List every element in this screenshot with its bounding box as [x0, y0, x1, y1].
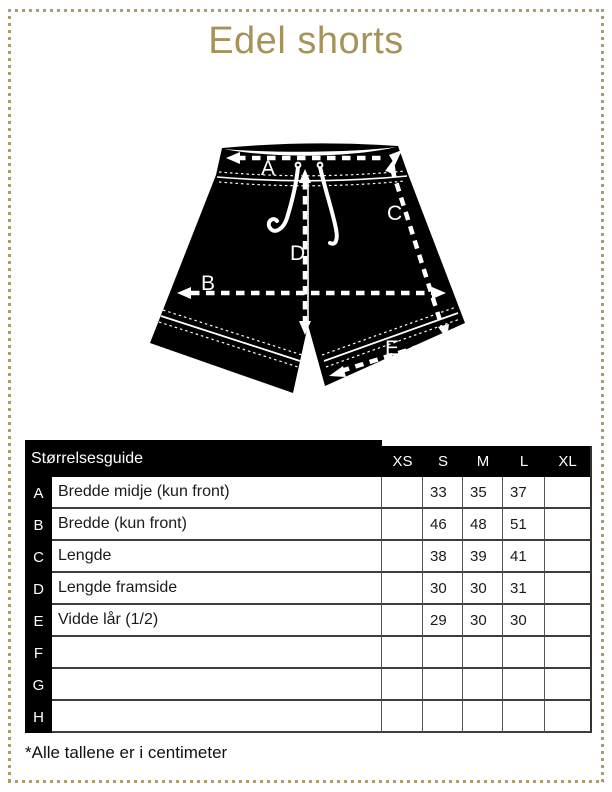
row-value: 29 — [423, 605, 463, 637]
footnote: *Alle tallene er i centimeter — [25, 743, 228, 762]
row-value — [503, 701, 545, 733]
row-value: 30 — [503, 605, 545, 637]
table-row — [25, 573, 592, 605]
row-value — [545, 605, 592, 637]
table-body — [25, 477, 592, 733]
row-value: 30 — [463, 605, 503, 637]
row-value — [423, 637, 463, 669]
shorts-measurement-diagram — [140, 125, 480, 415]
row-letter: G — [25, 669, 52, 701]
row-letter: B — [25, 509, 52, 541]
row-value — [545, 637, 592, 669]
size-header-row — [382, 446, 592, 477]
row-value: 35 — [463, 477, 503, 509]
row-value — [463, 637, 503, 669]
row-value — [423, 701, 463, 733]
row-value: 38 — [423, 541, 463, 573]
row-value — [423, 669, 463, 701]
table-header — [25, 440, 592, 477]
row-label: Bredde midje (kun front) — [52, 477, 382, 509]
measure-label-a: A — [261, 157, 276, 180]
row-value — [545, 541, 592, 573]
row-letter: F — [25, 637, 52, 669]
row-value: 30 — [463, 573, 503, 605]
table-row — [25, 509, 592, 541]
row-value — [382, 669, 423, 701]
row-value — [463, 669, 503, 701]
table-row — [25, 701, 592, 733]
row-value: 30 — [423, 573, 463, 605]
row-value — [382, 509, 423, 541]
row-value — [545, 477, 592, 509]
row-value — [382, 701, 423, 733]
row-letter: H — [25, 701, 52, 733]
row-value — [382, 573, 423, 605]
row-value: 33 — [423, 477, 463, 509]
row-label: Lengde — [52, 541, 382, 573]
size-header-m: M — [476, 453, 490, 470]
row-label: Lengde framside — [52, 573, 382, 605]
page-border-bottom — [8, 780, 604, 783]
page-border-right — [601, 9, 604, 783]
row-letter: C — [25, 541, 52, 573]
row-value — [545, 573, 592, 605]
page-border-left — [8, 9, 11, 783]
row-label — [52, 669, 382, 701]
table-row — [25, 541, 592, 573]
row-value — [382, 541, 423, 573]
row-label — [52, 637, 382, 669]
row-value — [545, 701, 592, 733]
measure-label-e: E — [385, 337, 400, 360]
row-value — [463, 701, 503, 733]
size-header-s: S — [437, 453, 448, 470]
measure-label-b: B — [201, 272, 216, 295]
row-value: 39 — [463, 541, 503, 573]
row-value: 37 — [503, 477, 545, 509]
row-value — [503, 669, 545, 701]
table-row — [25, 477, 592, 509]
size-header-l: L — [519, 453, 529, 470]
row-letter: D — [25, 573, 52, 605]
row-value — [503, 637, 545, 669]
size-header-xl: XL — [545, 446, 592, 477]
row-value: 41 — [503, 541, 545, 573]
row-label — [52, 701, 382, 733]
page-border-top — [8, 9, 604, 12]
row-label: Bredde (kun front) — [52, 509, 382, 541]
measure-label-d: D — [290, 242, 306, 265]
row-letter: A — [25, 477, 52, 509]
row-value — [382, 605, 423, 637]
row-label: Vidde lår (1/2) — [52, 605, 382, 637]
size-guide-table — [25, 440, 592, 733]
measure-label-c: C — [387, 202, 403, 225]
page-title: Edel shorts — [208, 20, 404, 62]
row-value: 31 — [503, 573, 545, 605]
row-value — [382, 477, 423, 509]
table-row — [25, 605, 592, 637]
row-value: 51 — [503, 509, 545, 541]
row-value: 48 — [463, 509, 503, 541]
row-value: 46 — [423, 509, 463, 541]
row-value — [545, 509, 592, 541]
row-value — [545, 669, 592, 701]
table-row — [25, 669, 592, 701]
table-row — [25, 637, 592, 669]
row-value — [382, 637, 423, 669]
size-header-xs: XS — [392, 453, 413, 470]
table-title: Størrelsesguide — [25, 440, 382, 477]
row-letter: E — [25, 605, 52, 637]
